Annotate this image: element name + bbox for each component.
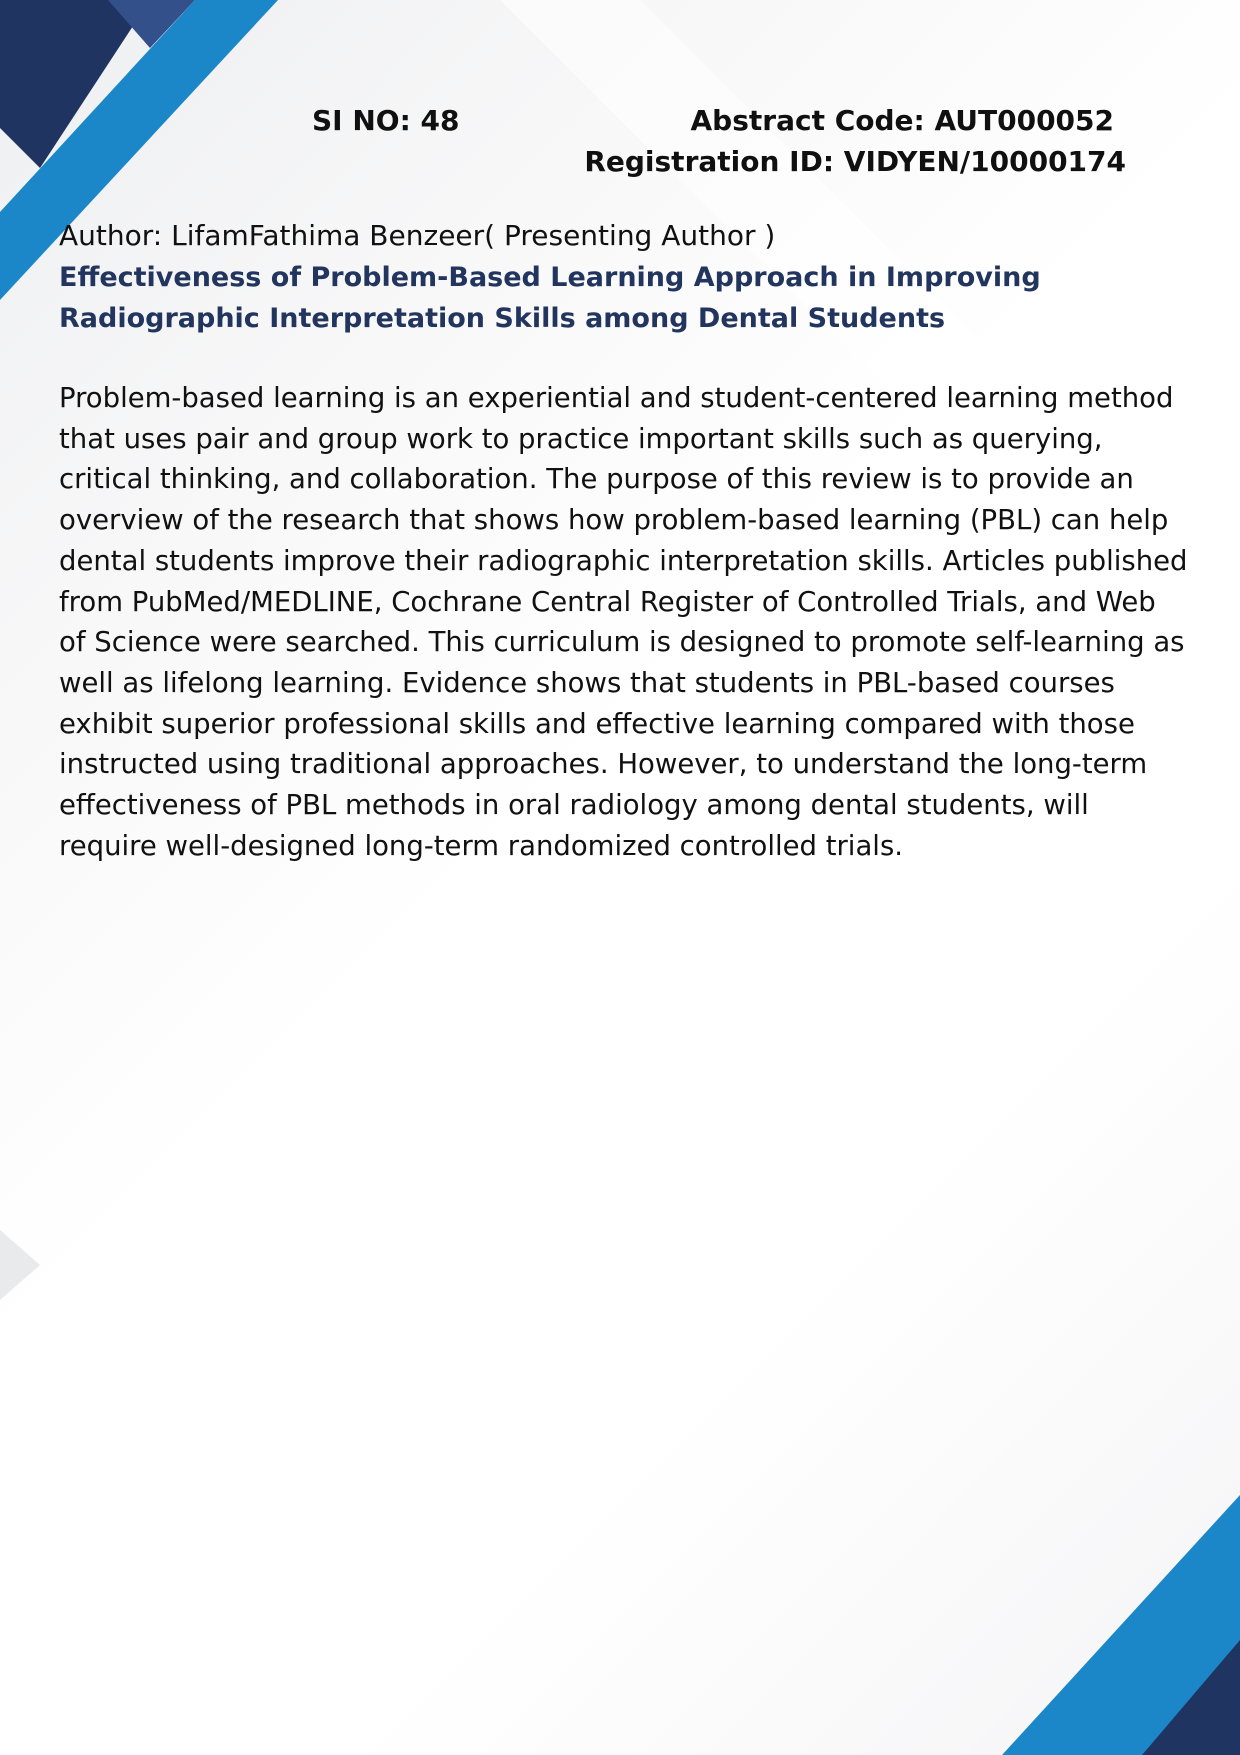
light-streak	[0, 1230, 40, 1300]
si-number: SI NO: 48	[312, 104, 460, 137]
registration-id: Registration ID: VIDYEN/10000174	[584, 145, 1126, 178]
paper-title: Effectiveness of Problem-Based Learning Approach in Improving Radiographic Interpretation Skills among Dental Students	[59, 262, 1041, 334]
abstract-body: Problem-based learning is an experiential and student-centered learning method that uses pair and group work to practice important skills such as querying, critical thinking, and collaboration. The purpose of this review is to provide an overview of the research that shows how problem-based learning (PBL) can help dental students improve their radiographic interpretation skills. Articles published from PubMed/MEDLINE, Cochrane Central Register of Controlled Trials, and Web of Science were searched. This curriculum is designed to promote self-learning as well as lifelong learning. Evidence shows that students in PBL-based courses exhibit superior professional skills and effective learning compared with those instructed using traditional approaches. However, to understand the long-term effectiveness of PBL methods in oral radiology among dental students, will require well-designed long-term randomized controlled trials.	[59, 382, 1188, 862]
author-line: Author: LifamFathima Benzeer( Presenting Author )	[59, 219, 776, 252]
abstract-code: Abstract Code: AUT000052	[690, 104, 1114, 137]
